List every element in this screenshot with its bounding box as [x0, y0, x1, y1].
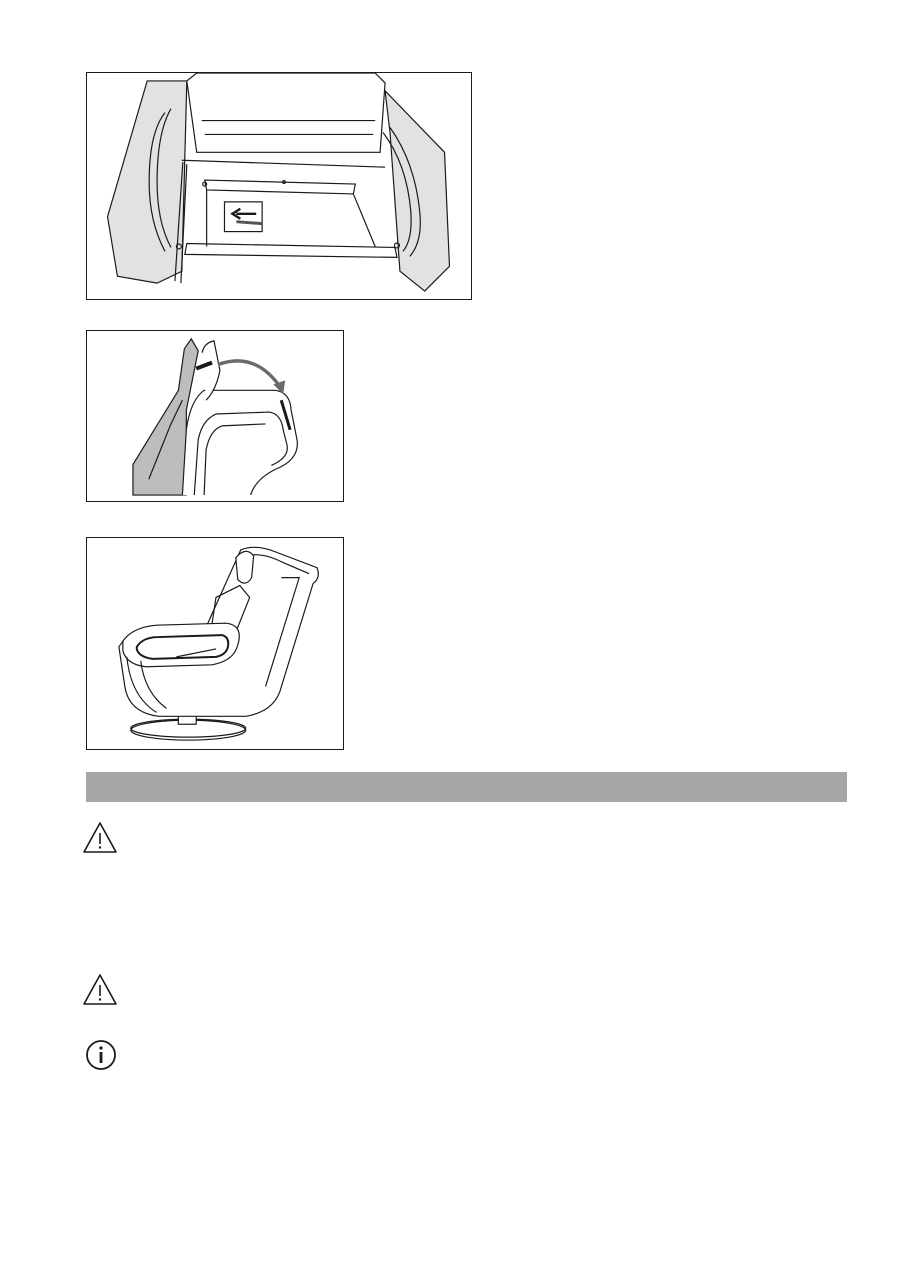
figure-chair-underside [86, 72, 472, 300]
assembled-chair-illustration [87, 538, 343, 749]
warning-triangle-icon [82, 820, 118, 856]
section-header-bar [86, 772, 847, 802]
chair-underside-illustration [87, 73, 471, 299]
figure-backrest-cover-fold [86, 330, 344, 502]
info-circle-icon [85, 1039, 117, 1071]
backrest-fold-illustration [87, 331, 343, 501]
warning-triangle-icon [82, 972, 118, 1008]
section-title [86, 778, 96, 795]
figure-assembled-chair [86, 537, 344, 750]
